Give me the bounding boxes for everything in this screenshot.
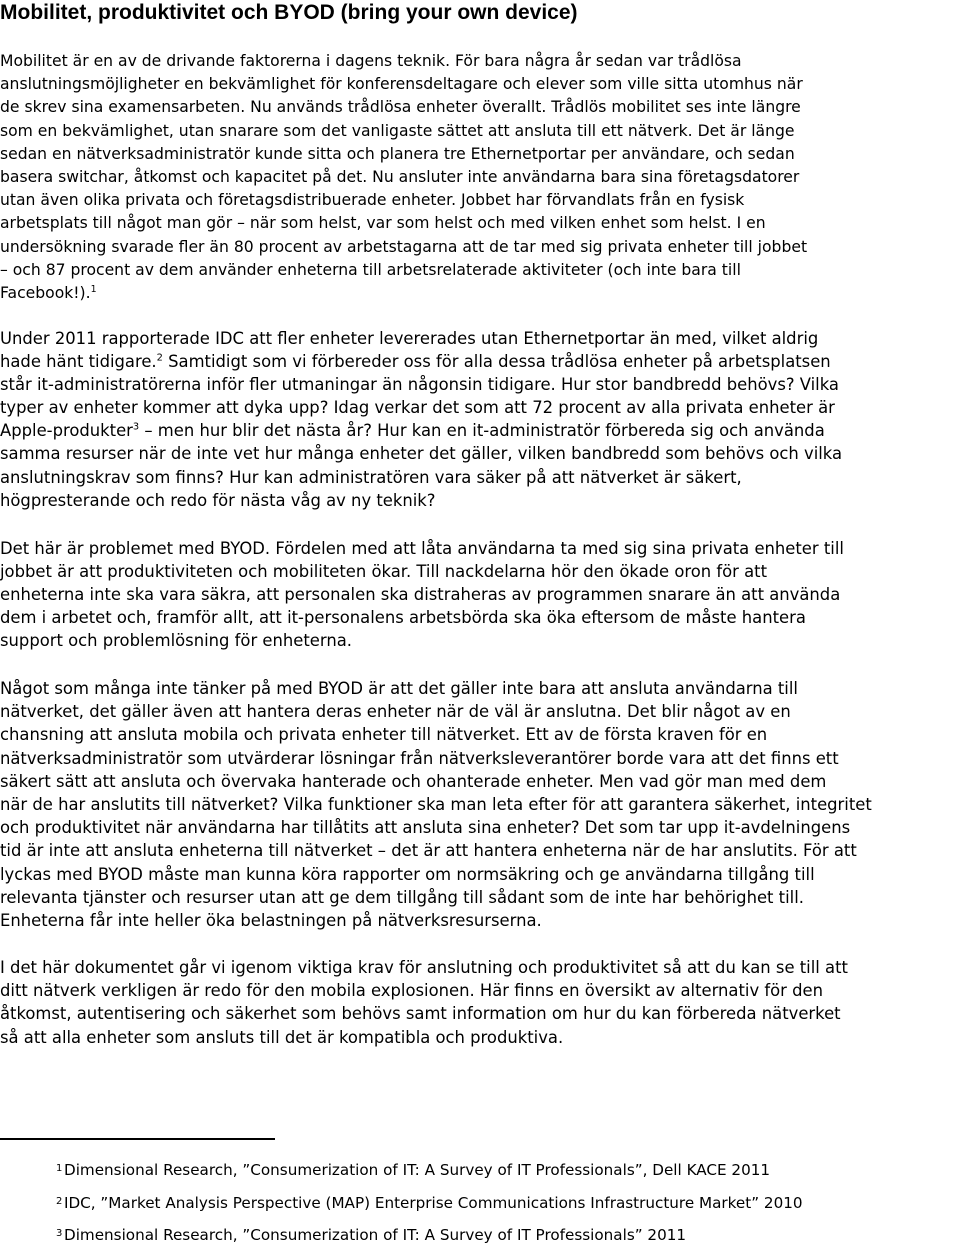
paragraph-line: och produktivitet när användarna har tillåtits att ansluta sina enheter? Det som tar upp it-avdelningens [0, 818, 851, 838]
paragraph-line: Enheterna får inte heller öka belastningen på nätverksresurserna. [0, 910, 542, 930]
paragraph-line: åtkomst, autentisering och säkerhet som behövs samt information om hur du kan förbereda nätverket [0, 1004, 841, 1024]
footnote-number: 2 [56, 1196, 63, 1207]
paragraph-line: Det här är problemet med BYOD. Fördelen med att låta användarna ta med sig sina privata enheter till [0, 539, 844, 558]
paragraph-line: samma resurser när de inte vet hur många enheter det gäller, vilken bandbredd som behövs och vilka [0, 444, 843, 464]
paragraph-line: relevanta tjänster och resurser utan att ge dem tillgång till sådant som de inte har behörighet till. [0, 887, 804, 907]
paragraph-line: dem i arbetet och, framför allt, att it-personalens arbetsbörda ska öka eftersom de måste hantera [0, 608, 806, 628]
paragraph-line: enheterna inte ska vara säkra, att personalen ska distraheras av programmen snarare än att använda [0, 585, 841, 605]
paragraph-5 [0, 956, 960, 1049]
paragraph-line [0, 350, 960, 373]
paragraph-line: nätverket, det gäller även att hantera deras enheter när de väl är anslutna. Det blir något av en [0, 702, 791, 722]
line-text: – men hur blir det nästa år? Hur kan en it-administratör förbereda sig och använda [139, 421, 825, 441]
footnote-text: IDC, ”Market Analysis Perspective (MAP) Enterprise Communications Infrastructure Market” 2010 [64, 1194, 803, 1212]
paragraph-line: högpresterande och redo för nästa våg av ny teknik? [0, 490, 436, 510]
paragraph-line: som en bekvämlighet, utan snarare som det vanligaste sättet att ansluta till ett nätverk. Det är länge [0, 121, 795, 140]
paragraph-line: Något som många inte tänker på med BYOD är att det gäller inte bara att ansluta användarna till [0, 679, 798, 698]
footnote-2 [56, 1193, 803, 1213]
paragraph-line: Under 2011 rapporterade IDC att fler enheter levererades utan Ethernetportar än med, vilket aldrig [0, 329, 819, 348]
paragraph-line: ditt nätverk verkligen är redo för den mobila explosionen. Här finns en översikt av alternativ för den [0, 981, 823, 1001]
paragraph-line: support och problemlösning för enheterna. [0, 631, 352, 651]
paragraph-line [0, 419, 960, 442]
paragraph-line: utan även olika privata och företagsdistribuerade enheter. Jobbet har förvandlats från en fysisk [0, 191, 745, 210]
paragraph-line: jobbet är att produktiviteten och mobiliteten ökar. Till nackdelarna hör den ökade oron för att [0, 562, 768, 582]
paragraph-1 [0, 50, 960, 305]
paragraph-line: I det här dokumentet går vi igenom viktiga krav för anslutning och produktivitet så att du kan se till att [0, 958, 848, 977]
paragraph-line: basera switchar, åtkomst och kapacitet på det. Nu ansluter inte användarna bara sina företagsdatorer [0, 167, 800, 186]
paragraph-line: de skrev sina examensarbeten. Nu används trådlösa enheter överallt. Trådlös mobilitet ses inte längre [0, 98, 801, 117]
line-text: hade hänt tidigare. [0, 352, 157, 372]
paragraph-line: anslutningskrav som finns? Hur kan administratören vara säker på att nätverket är säkert, [0, 467, 742, 487]
document-title: Mobilitet, produktivitet och BYOD (bring your own device) [0, 1, 578, 24]
paragraph-line: så att alla enheter som ansluts till det är kompatibla och produktiva. [0, 1027, 564, 1047]
paragraph-line: säkert sätt att ansluta och övervaka hanterade och ohanterade enheter. Men vad gör man med dem [0, 771, 827, 791]
paragraph-line: nätverksadministratör som utvärderar lösningar från nätverksleverantörer borde vara att det finns ett [0, 748, 839, 768]
paragraph-line: arbetsplats till något man gör – när som helst, var som helst och med vilken enhet som helst. I en [0, 214, 766, 233]
paragraph-line: chansning att ansluta mobila och privata enheter till nätverket. Ett av de första kraven för en [0, 725, 768, 745]
line-text: Samtidigt som vi förbereder oss för alla dessa trådlösa enheter på arbetsplatsen [162, 352, 831, 372]
paragraph-line: typer av enheter kommer att dyka upp? Idag verkar det som att 72 procent av alla privata enheter är [0, 398, 835, 418]
line-text: Facebook!). [0, 283, 91, 302]
paragraph-line: står it-administratörerna inför fler utmaningar än någonsin tidigare. Hur stor bandbredd behövs? Vilka [0, 375, 839, 395]
footnote-ref-2: 2 [156, 352, 163, 364]
footnote-separator [0, 1138, 275, 1140]
footnote-number: 1 [56, 1163, 63, 1174]
paragraph-line: – och 87 procent av dem använder enheterna till arbetsrelaterade aktiviteter (och inte bara till [0, 260, 741, 279]
paragraph-line [0, 282, 960, 305]
footnote-ref-3: 3 [132, 421, 140, 433]
paragraph-line: undersökning svarade fler än 80 procent av arbetstagarna att de tar med sig privata enheter till jobbet [0, 237, 808, 256]
paragraph-line: när de har anslutits till nätverket? Vilka funktioner ska man leta efter för att garantera säkerhet, integritet [0, 794, 872, 814]
line-text: Apple-produkter [0, 421, 133, 441]
footnote-number: 3 [56, 1228, 63, 1239]
footnote-text: Dimensional Research, ”Consumerization of IT: A Survey of IT Professionals”, Dell KACE 2011 [64, 1161, 771, 1179]
footnote-ref-1: 1 [90, 283, 97, 295]
paragraph-line: lyckas med BYOD måste man kunna köra rapporter om normsäkring och ge användarna tillgång till [0, 864, 815, 884]
paragraph-4 [0, 677, 960, 932]
footnote-text: Dimensional Research, ”Consumerization of IT: A Survey of IT Professionals” 2011 [64, 1226, 687, 1244]
footnote-1 [56, 1160, 771, 1180]
paragraph-2 [0, 327, 960, 512]
paragraph-3 [0, 537, 960, 652]
footnote-3 [56, 1225, 687, 1245]
paragraph-line: Mobilitet är en av de drivande faktorerna i dagens teknik. För bara några år sedan var trådlösa [0, 52, 742, 70]
paragraph-line: anslutningsmöjligheter en bekvämlighet för konferensdeltagare och elever som ville sitta utomhus när [0, 75, 803, 94]
paragraph-line: tid är inte att ansluta enheterna till nätverket – det är att hantera enheterna när de har anslutits. För att [0, 841, 857, 861]
paragraph-line: sedan en nätverksadministratör kunde sitta och planera tre Ethernetportar per användare, och sedan [0, 144, 795, 163]
